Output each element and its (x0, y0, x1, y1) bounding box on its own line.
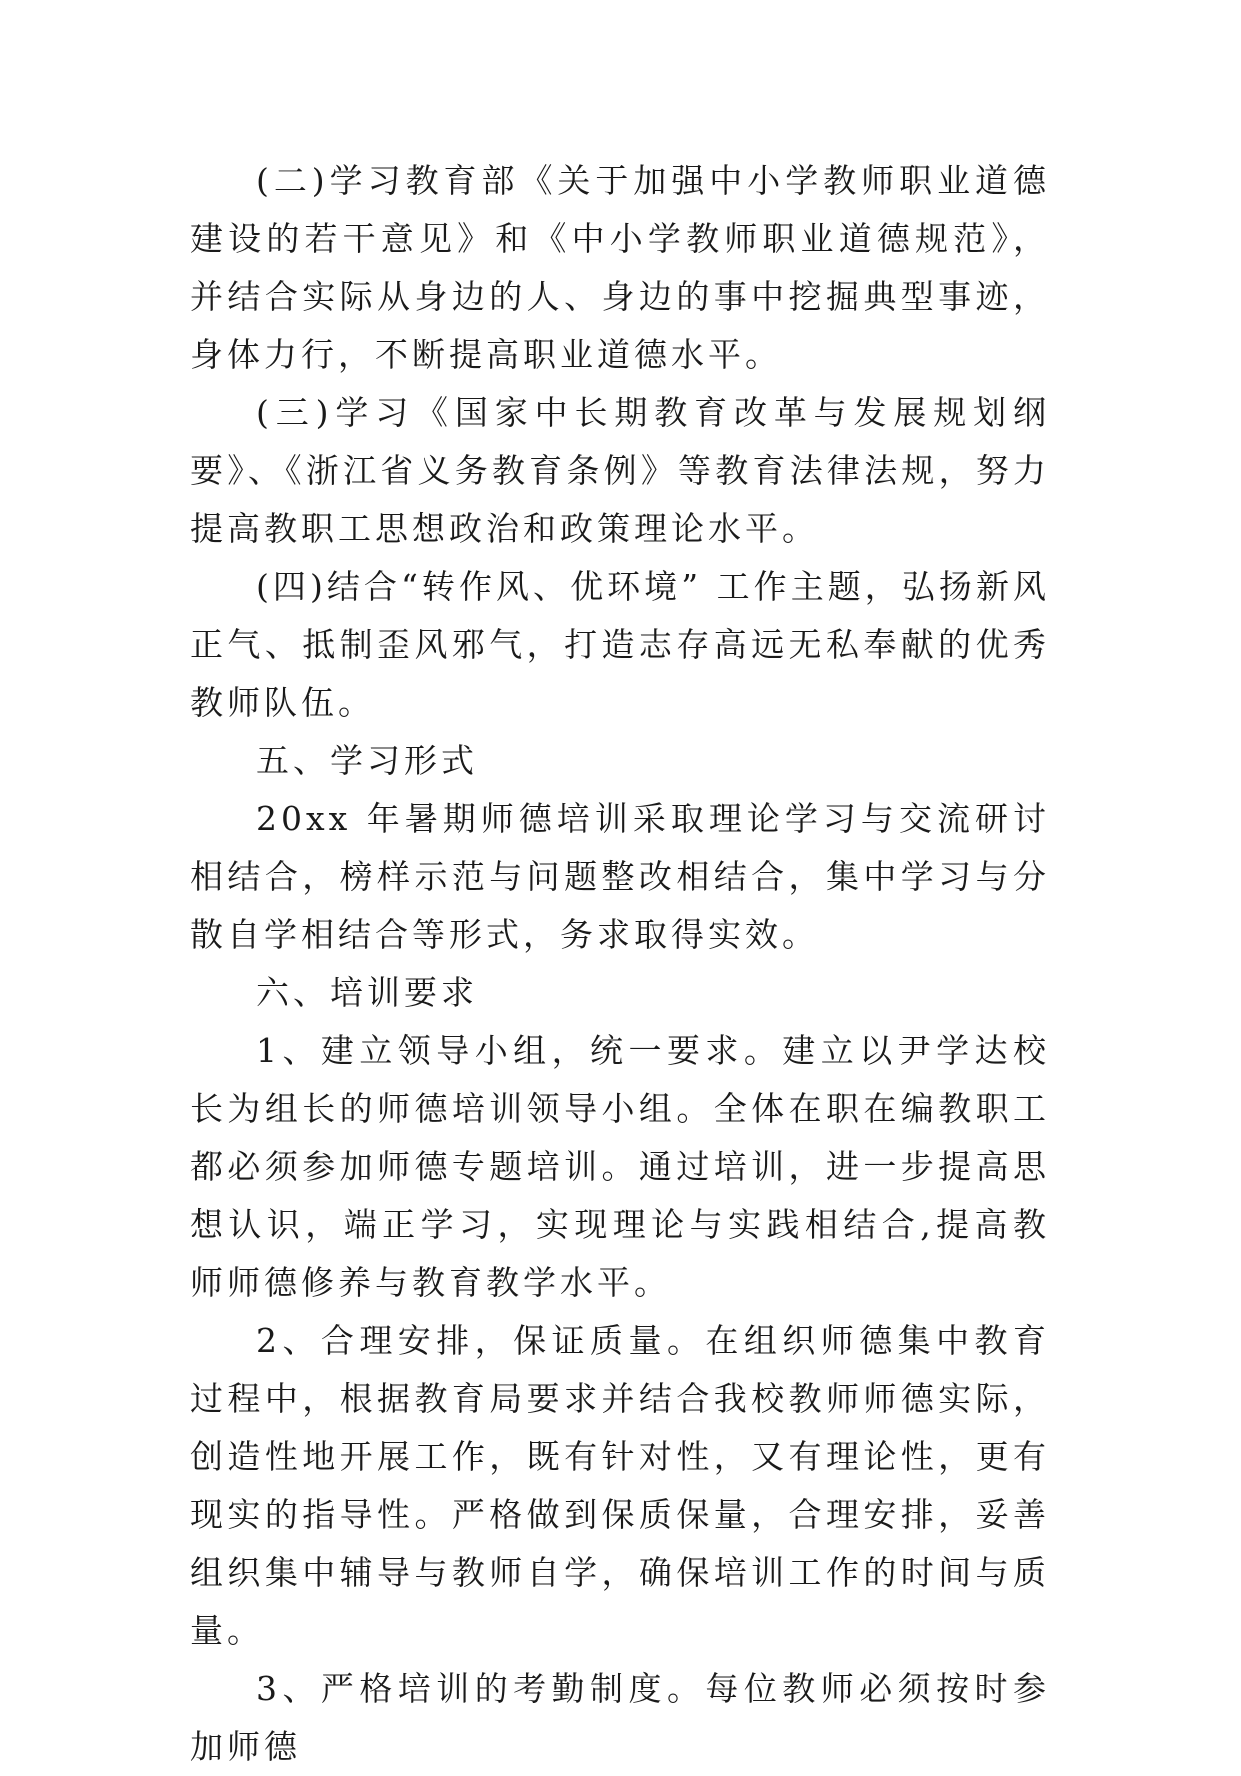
document-body (190, 152, 1050, 1776)
paragraph-work-theme: (四)结合“转作风、优环境” 工作主题，弘扬新风正气、抵制歪风邪气，打造志存高远无私奉献的优秀教师队伍。 (190, 567, 1050, 722)
paragraph-study-format: 20xx 年暑期师德培训采取理论学习与交流研讨相结合，榜样示范与问题整改相结合，集中学习与分散自学相结合等形式，务求取得实效。 (190, 799, 1050, 954)
paragraph-arrangement-quality: 2、合理安排，保证质量。在组织师德集中教育过程中，根据教育局要求并结合我校教师师德实际，创造性地开展工作，既有针对性，又有理论性，更有现实的指导性。严格做到保质保量，合理安排，妥善组织集中辅导与教师自学，确保培训工作的时间与质量。 (190, 1321, 1050, 1650)
paragraph-attendance-system: 3、严格培训的考勤制度。每位教师必须按时参加师德 (190, 1669, 1050, 1766)
section-heading-study-format: 五、学习形式 (256, 741, 478, 780)
paragraph-leadership-group: 1、建立领导小组，统一要求。建立以尹学达校长为组长的师德培训领导小组。全体在职在编教职工都必须参加师德专题培训。通过培训，进一步提高思想认识，端正学习，实现理论与实践相结合,提高教师师德修养与教育教学水平。 (190, 1031, 1050, 1302)
paragraph-study-education-laws: (三)学习《国家中长期教育改革与发展规划纲要》、《浙江省义务教育条例》等教育法律法规，努力提高教职工思想政治和政策理论水平。 (190, 393, 1050, 548)
section-heading-training-requirements: 六、培训要求 (256, 973, 478, 1012)
paragraph-study-ethics-opinions: (二)学习教育部《关于加强中小学教师职业道德建设的若干意见》和《中小学教师职业道德规范》，并结合实际从身边的人、身边的事中挖掘典型事迹，身体力行，不断提高职业道德水平。 (190, 161, 1050, 374)
